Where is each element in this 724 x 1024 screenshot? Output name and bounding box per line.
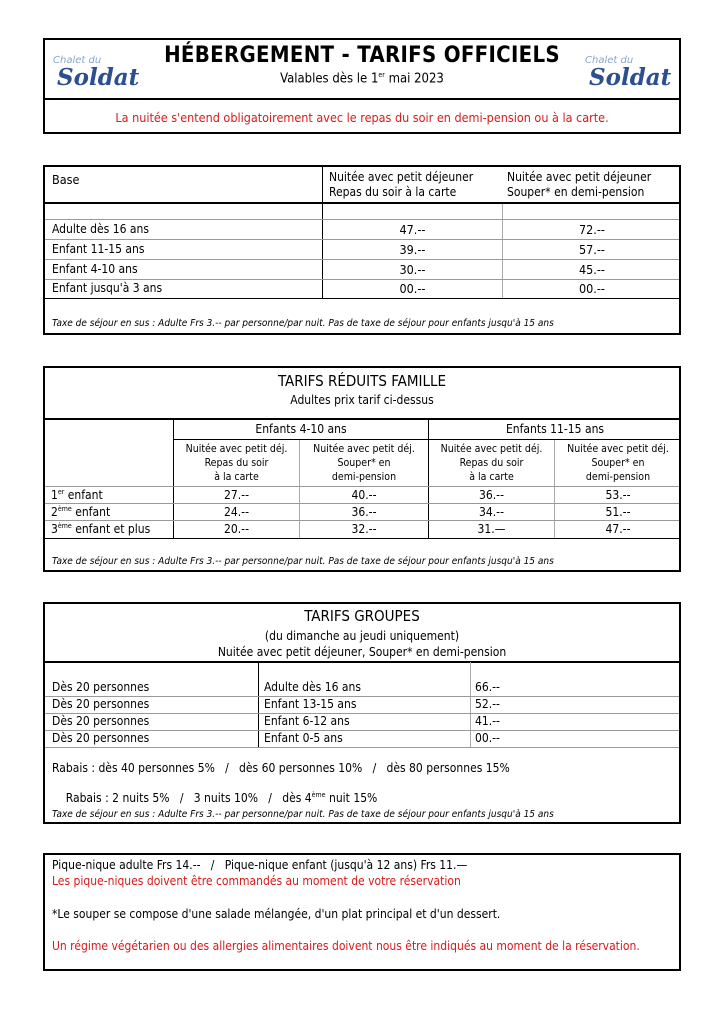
page-title: HÉBERGEMENT - TARIFS OFFICIELS xyxy=(164,43,560,68)
family-group-header: Enfants 11-15 ans xyxy=(505,422,605,436)
groups-cell: Enfant 0-5 ans xyxy=(264,731,343,745)
souper-note: *Le souper se compose d'une salade mélangée, d'un plat principal et d'un dessert. xyxy=(52,907,501,921)
groups-cell: 52.-- xyxy=(475,697,500,711)
base-col1-header: Nuitée avec petit déjeuner Repas du soir à la carte xyxy=(329,170,474,199)
logo-right: Chalet du Soldat xyxy=(585,55,672,91)
family-subheader: Nuitée avec petit déj. Repas du soir à la carte xyxy=(440,443,543,483)
groups-cell: Enfant 6-12 ans xyxy=(264,714,350,728)
base-row-value: 00.-- xyxy=(579,281,605,296)
family-row-label: 1er enfant xyxy=(51,488,103,502)
family-subtitle: Adultes prix tarif ci-dessus xyxy=(290,393,434,407)
logo-left: Chalet du Soldat xyxy=(53,55,140,91)
groups-cell: Dès 20 personnes xyxy=(52,680,150,694)
family-row-label: 2ème enfant xyxy=(51,505,111,519)
base-row-value: 39.-- xyxy=(399,242,426,257)
family-cell: 20.-- xyxy=(224,522,249,536)
family-cell: 31.— xyxy=(477,522,506,536)
groups-table xyxy=(43,602,681,824)
base-row-value: 47.-- xyxy=(399,222,426,237)
base-row-label: Adulte dès 16 ans xyxy=(52,222,149,236)
groups-cell: 00.-- xyxy=(475,731,500,745)
groups-cell: Dès 20 personnes xyxy=(52,731,150,745)
groups-cell: 41.-- xyxy=(475,714,500,728)
base-header-label: Base xyxy=(52,172,80,187)
groups-cell: Enfant 13-15 ans xyxy=(264,697,357,711)
tax-note: Taxe de séjour en sus : Adulte Frs 3.-- par personne/par nuit. Pas de taxe de séjour pour enfants jusqu'à 15 ans xyxy=(52,556,554,567)
base-row-value: 30.-- xyxy=(399,262,426,277)
family-subheader: Nuitée avec petit déj. Souper* en demi-pension xyxy=(567,443,669,483)
notice-text: La nuitée s'entend obligatoirement avec le repas du soir en demi-pension ou à la carte. xyxy=(115,110,609,125)
footer-box xyxy=(43,853,681,971)
base-row-label: Enfant 11-15 ans xyxy=(52,242,145,256)
base-row-value: 45.-- xyxy=(579,262,605,277)
family-group-header: Enfants 4-10 ans xyxy=(255,422,347,436)
rabais-line: Rabais : dès 40 personnes 5% / dès 60 personnes 10% / dès 80 personnes 15% xyxy=(52,761,510,775)
picnic-prices: Pique-nique adulte Frs 14.-- / Pique-nique enfant (jusqu'à 12 ans) Frs 11.— xyxy=(52,858,468,872)
family-cell: 34.-- xyxy=(479,505,504,519)
family-cell: 53.-- xyxy=(605,488,631,502)
groups-cell: Adulte dès 16 ans xyxy=(264,680,361,694)
base-row-value: 72.-- xyxy=(579,222,605,237)
family-title: TARIFS RÉDUITS FAMILLE xyxy=(277,372,447,390)
family-table xyxy=(43,366,681,572)
base-table xyxy=(43,165,681,335)
base-row-value: 00.-- xyxy=(399,281,426,296)
family-subheader: Nuitée avec petit déj. Repas du soir à la carte xyxy=(185,443,288,483)
family-cell: 47.-- xyxy=(605,522,631,536)
family-cell: 40.-- xyxy=(351,488,377,502)
page-subtitle: Valables dès le 1er mai 2023 xyxy=(280,71,444,87)
tax-note: Taxe de séjour en sus : Adulte Frs 3.-- par personne/par nuit. Pas de taxe de séjour pour enfants jusqu'à 15 ans xyxy=(52,809,554,820)
base-row-label: Enfant jusqu'à 3 ans xyxy=(52,281,163,295)
family-cell: 32.-- xyxy=(351,522,377,536)
rabais-line: Rabais : 2 nuits 5% / 3 nuits 10% / dès 4ème nuit 15% xyxy=(65,791,378,805)
family-cell: 36.-- xyxy=(351,505,377,519)
diet-note: Un régime végétarien ou des allergies alimentaires doivent nous être indiqués au moment de la réservation. xyxy=(52,939,640,953)
picnic-note: Les pique-niques doivent être commandés au moment de votre réservation xyxy=(52,874,461,888)
family-cell: 27.-- xyxy=(224,488,249,502)
groups-subtitle: Nuitée avec petit déjeuner, Souper* en demi-pension xyxy=(217,645,507,659)
family-cell: 36.-- xyxy=(479,488,504,502)
groups-title: TARIFS GROUPES xyxy=(304,607,420,625)
tax-note: Taxe de séjour en sus : Adulte Frs 3.-- par personne/par nuit. Pas de taxe de séjour pour enfants jusqu'à 15 ans xyxy=(52,318,554,329)
family-cell: 24.-- xyxy=(224,505,249,519)
family-cell: 51.-- xyxy=(605,505,631,519)
family-subheader: Nuitée avec petit déj. Souper* en demi-pension xyxy=(313,443,415,483)
base-row-value: 57.-- xyxy=(579,242,605,257)
groups-cell: 66.-- xyxy=(475,680,500,694)
base-col2-header: Nuitée avec petit déjeuner Souper* en demi-pension xyxy=(507,170,652,199)
family-row-label: 3ème enfant et plus xyxy=(51,522,151,536)
groups-subtitle: (du dimanche au jeudi uniquement) xyxy=(264,629,460,643)
base-row-label: Enfant 4-10 ans xyxy=(52,262,138,276)
groups-cell: Dès 20 personnes xyxy=(52,714,150,728)
groups-cell: Dès 20 personnes xyxy=(52,697,150,711)
header-box xyxy=(43,38,681,134)
